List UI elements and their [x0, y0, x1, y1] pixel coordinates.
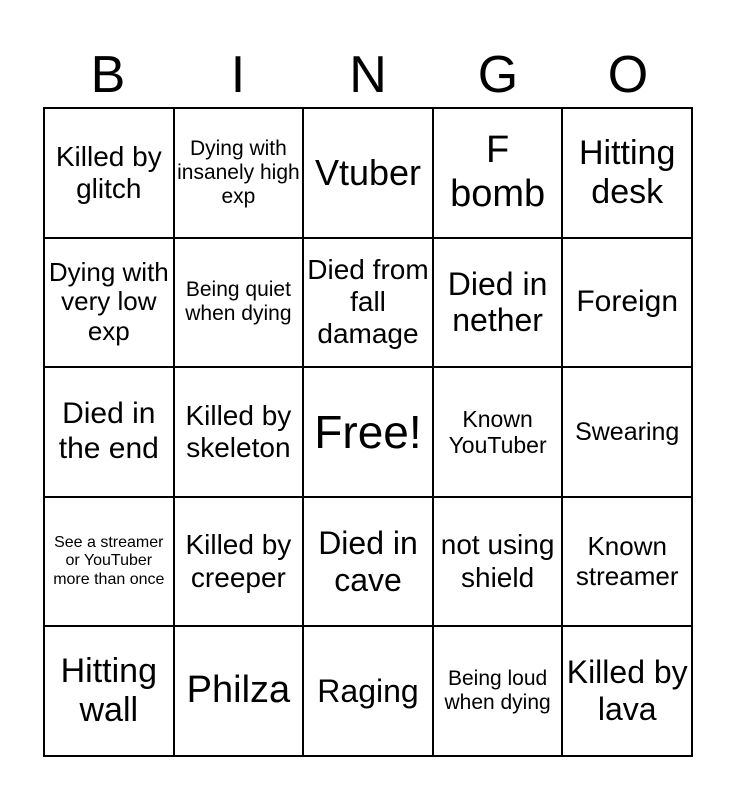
bingo-cell[interactable] — [44, 367, 174, 497]
bingo-cell-free[interactable] — [303, 367, 433, 497]
bingo-cell-label: Philza — [186, 669, 291, 712]
bingo-cell-label: Free! — [314, 405, 422, 458]
bingo-cell-label: See a streamer or YouTuber more than once — [53, 534, 165, 588]
bingo-cell-label: Raging — [317, 672, 419, 709]
bingo-cell[interactable] — [303, 108, 433, 238]
bingo-cell-label: Vtuber — [314, 152, 422, 194]
bingo-cell[interactable] — [433, 238, 563, 368]
bingo-cell-label: not using shield — [440, 529, 555, 593]
bingo-cell-label: Dying with insanely high exp — [177, 136, 300, 208]
header-letter-g: G — [477, 46, 519, 104]
bingo-cell[interactable] — [303, 238, 433, 368]
bingo-cell-label: Killed by lava — [566, 654, 688, 728]
bingo-cell[interactable] — [562, 367, 692, 497]
header-letter-b: B — [90, 46, 126, 104]
bingo-cell-label: Killed by glitch — [55, 140, 162, 204]
header-letter-i: I — [230, 46, 246, 104]
bingo-cell[interactable] — [44, 497, 174, 627]
bingo-cell-label: Hitting desk — [579, 133, 676, 211]
bingo-cell[interactable] — [174, 238, 304, 368]
bingo-cell[interactable] — [44, 108, 174, 238]
bingo-cell[interactable] — [562, 238, 692, 368]
bingo-cell[interactable] — [44, 626, 174, 756]
bingo-cell-label: Known YouTuber — [448, 405, 547, 458]
header-letter-o: O — [607, 46, 649, 104]
bingo-board — [43, 107, 693, 757]
bingo-header — [43, 44, 693, 106]
bingo-cell-label: Dying with very low exp — [48, 256, 169, 347]
bingo-cell[interactable] — [562, 626, 692, 756]
bingo-cell[interactable] — [174, 497, 304, 627]
bingo-cell-label: Died from fall damage — [307, 254, 429, 350]
bingo-cell[interactable] — [174, 108, 304, 238]
bingo-cell-label: Killed by creeper — [185, 529, 292, 593]
bingo-cell[interactable] — [433, 367, 563, 497]
bingo-cell-label: Being loud when dying — [444, 667, 551, 715]
bingo-cell[interactable] — [174, 626, 304, 756]
bingo-cell-label: Died in the end — [58, 397, 159, 465]
bingo-cell-label: Killed by skeleton — [185, 399, 292, 463]
bingo-cell[interactable] — [433, 497, 563, 627]
header-letter-n: N — [349, 46, 387, 104]
bingo-cell-label: Foreign — [576, 285, 679, 319]
bingo-cell[interactable] — [303, 497, 433, 627]
bingo-cell[interactable] — [174, 367, 304, 497]
bingo-cell-label: Swearing — [575, 417, 680, 446]
bingo-cell[interactable] — [303, 626, 433, 756]
bingo-cell[interactable] — [562, 497, 692, 627]
bingo-cell[interactable] — [433, 626, 563, 756]
bingo-cell-label: Hitting wall — [60, 652, 157, 730]
bingo-cell[interactable] — [562, 108, 692, 238]
bingo-cell-label: Known streamer — [575, 530, 679, 591]
bingo-cell-label: Being quiet when dying — [185, 278, 292, 326]
bingo-cell-label: F bomb — [450, 129, 546, 215]
bingo-cell[interactable] — [44, 238, 174, 368]
bingo-cell-label: Died in cave — [318, 524, 418, 598]
bingo-cell-label: Died in nether — [447, 265, 548, 339]
bingo-cell[interactable] — [433, 108, 563, 238]
